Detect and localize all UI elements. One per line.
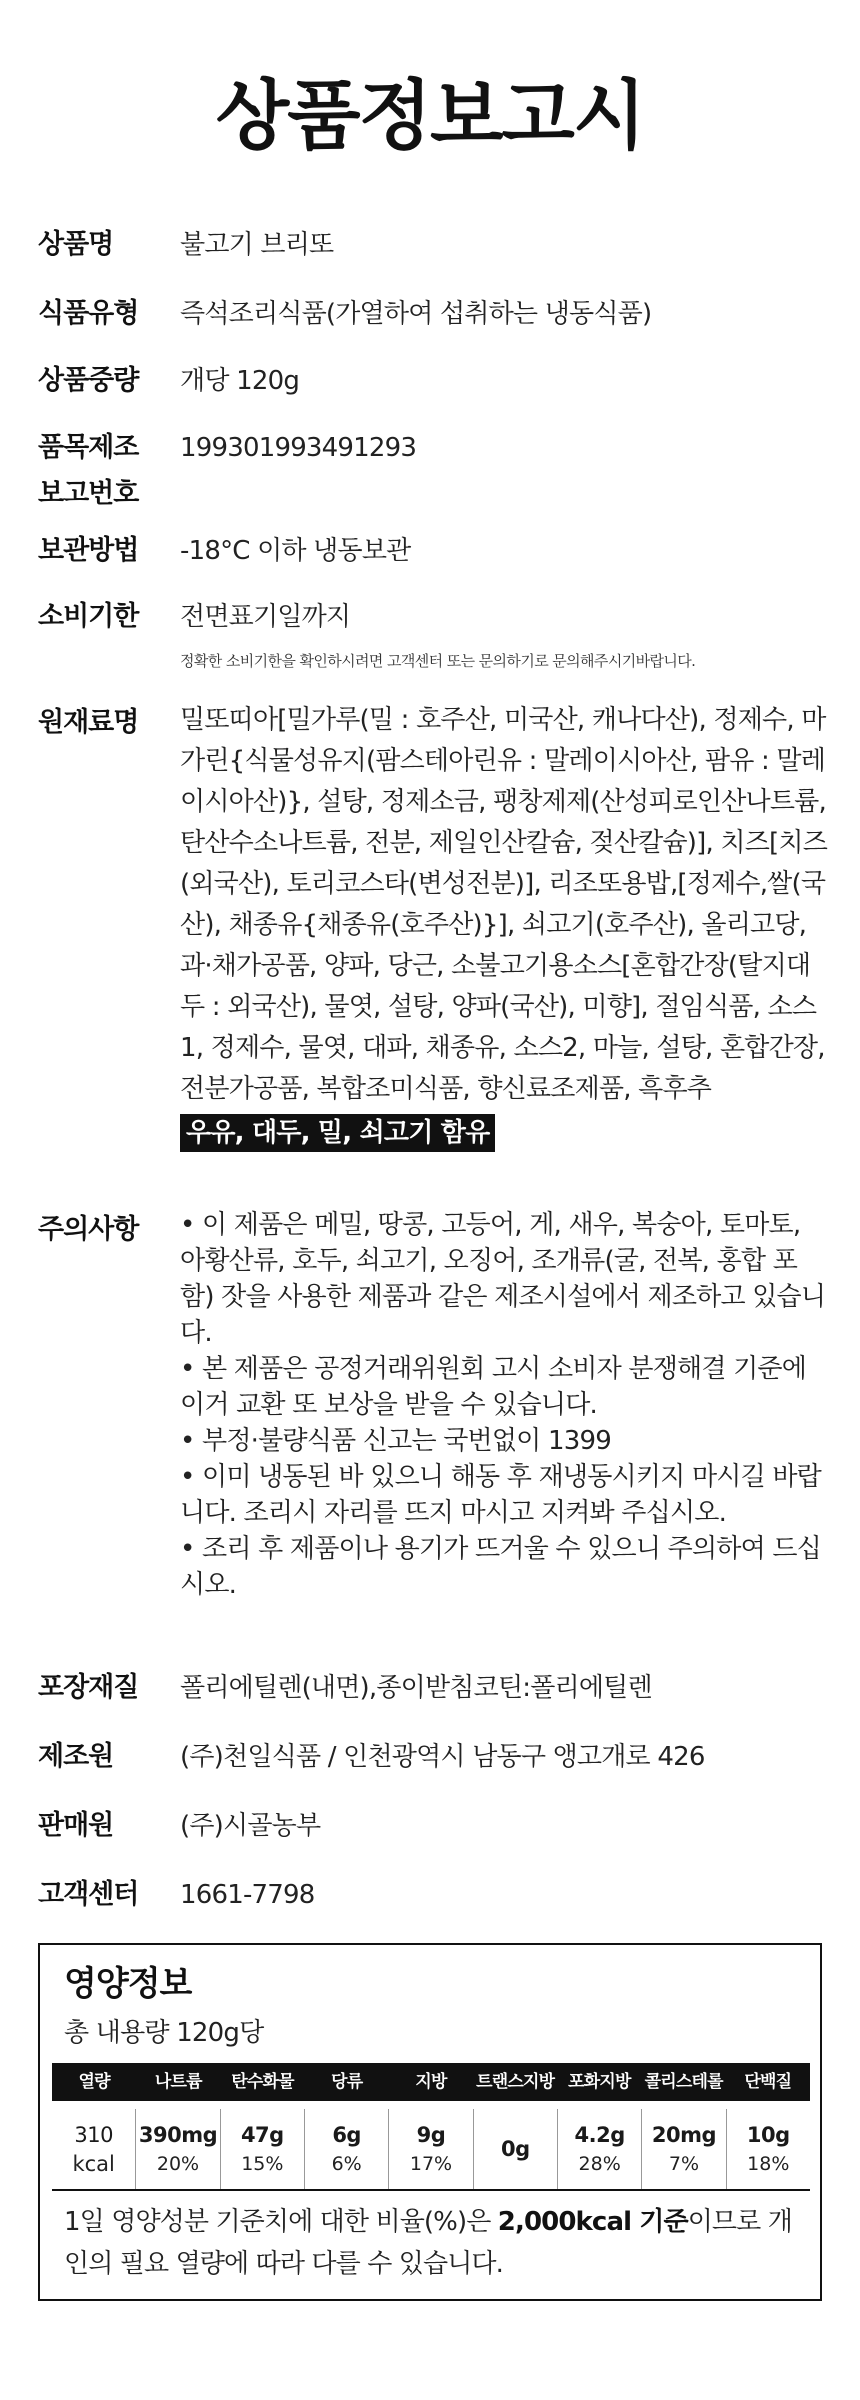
nutrition-footnote: [64, 2201, 804, 2285]
nutrition-values: [52, 2109, 810, 2191]
nutrient-cell-energy: [52, 2109, 135, 2189]
nutrient-name: 콜리스테롤: [644, 2072, 723, 2092]
page-title: 상품정보고시: [215, 71, 645, 160]
nutrient-percent: 7%: [668, 2153, 700, 2175]
caution-list: [180, 1207, 828, 1603]
expiry-note: 정확한 소비기한을 확인하시려면 고객센터 또는 문의하기로 문의해주시기바랍니다.: [180, 652, 696, 670]
expiry-value: [180, 594, 828, 676]
nutrient-amount: 6g: [332, 2123, 361, 2147]
nutrient-percent: 18%: [747, 2153, 790, 2175]
nutrient-percent: 6%: [331, 2153, 362, 2175]
nutrient-name: 열량: [78, 2072, 110, 2092]
packaging-value: 폴리에틸렌(내면),종이받침코틴:폴리에틸렌: [180, 1673, 652, 1703]
weight-value: 개당 120g: [180, 366, 300, 396]
storage-value: -18°C 이하 냉동보관: [180, 536, 411, 566]
caution-line: • 조리 후 제품이나 용기가 뜨거울 수 있으니 주의하여 드십시오.: [180, 1534, 821, 1600]
nutrient-name: 나트륨: [154, 2072, 202, 2092]
seller-value: (주)시골농부: [180, 1811, 321, 1841]
manufacturer-value: (주)천일식품 / 인천광역시 남동구 앵고개로 426: [180, 1742, 705, 1772]
nutrient-amount: 0g: [500, 2137, 530, 2161]
nutrition-box: [38, 1943, 822, 2301]
nutrient-amount: 310: [74, 2123, 113, 2147]
caution-line: • 이미 냉동된 바 있으니 해동 후 재냉동시키지 마시길 바랍니다. 조리시 자리를 뜨지 마시고 지켜봐 주십시오.: [180, 1462, 821, 1528]
nutrient-percent: 20%: [156, 2153, 200, 2175]
nutrient-name: 당류: [331, 2072, 363, 2092]
nutrient-unit: kcal: [72, 2152, 115, 2176]
ingredients-label: 원재료명: [38, 707, 139, 738]
nutrient-cell: [473, 2109, 557, 2189]
expiry-text: 전면표기일까지: [180, 602, 351, 632]
food-type-value: 즉석조리식품(가열하여 섭취하는 냉동식품): [180, 299, 652, 329]
manufacturer-label: 제조원: [38, 1741, 114, 1772]
cs-value: 1661-7798: [180, 1880, 315, 1910]
nutrient-name: 탄수화물: [231, 2072, 294, 2092]
ingredients-text: 밀또띠아[밀가루(밀 : 호주산, 미국산, 캐나다산), 정제수, 마가린{식물성유지(팜스테아린유 : 말레이시아산, 팜유 : 말레이시아산)}, 설탕, 정제소금, 팽창제제(산성피로인산나트륨, 탄산수소나트륨, 전분, 제일인산칼슘, 젖산칼슘)], 치즈[치즈(외국산), 토리코스타(변성전분)], 리조또용밥,[정제수,쌀(국산), 채종유{채종유(호주산)}], 쇠고기(호주산), 올리고당, 과·채가공품, 양파, 당근, 소불고기용소스[혼합간장(탈지대두 : 외국산), 물엿, 설탕, 양파(국산), 미향], 절임식품, 소스1, 정제수, 물엿, 대파, 채종유, 소스2, 마늘, 설탕, 혼합간장, 전분가공품, 복합조미식품, 향신료조제품, 흑후추: [180, 705, 828, 1104]
caution-line: • 부정·불량식품 신고는 국번없이 1399: [180, 1426, 611, 1456]
product-name-value: 불고기 브리또: [180, 230, 334, 260]
footnote-bold: 2,000kcal 기준: [497, 2207, 688, 2237]
nutrition-subtitle: 총 내용량 120g당: [64, 2018, 264, 2048]
footnote-post: 이므로 개인의 필요 열량에 따라 다를 수 있습니다.: [64, 2207, 792, 2279]
nutrient-cell: [641, 2109, 725, 2189]
packaging-label: 포장재질: [38, 1672, 139, 1703]
nutrient-name: 지방: [415, 2072, 447, 2092]
cs-label: 고객센터: [38, 1879, 139, 1910]
report-no-label: 품목제조 보고번호: [38, 432, 139, 509]
weight-label: 상품중량: [38, 365, 139, 396]
ingredients-value: [180, 700, 828, 1154]
nutrient-cell: [388, 2109, 472, 2189]
nutrition-title: 영양정보: [64, 1964, 192, 2004]
allergen-badge: 우유, 대두, 밀, 쇠고기 함유: [180, 1114, 495, 1152]
nutrient-name: 단백질: [744, 2072, 792, 2092]
nutrient-percent: 28%: [578, 2153, 621, 2175]
nutrient-amount: 47g: [240, 2123, 284, 2147]
nutrient-amount: 10g: [746, 2123, 790, 2147]
nutrient-amount: 390mg: [138, 2123, 218, 2147]
report-no-value: 199301993491293: [180, 433, 417, 463]
caution-line: • 이 제품은 메밀, 땅콩, 고등어, 게, 새우, 복숭아, 토마토, 아황산류, 호두, 쇠고기, 오징어, 조개류(굴, 전복, 홍합 포함) 잣을 사용한 제품과 같은 제조시설에서 제조하고 있습니다.: [180, 1210, 826, 1348]
nutrient-cell: [220, 2109, 304, 2189]
nutrient-percent: 15%: [241, 2153, 284, 2175]
nutrition-header: [52, 2063, 810, 2101]
expiry-label: 소비기한: [38, 601, 139, 632]
nutrient-cell: [135, 2109, 219, 2189]
storage-label: 보관방법: [38, 535, 139, 566]
nutrient-cell: [726, 2109, 810, 2189]
nutrient-cell: [557, 2109, 641, 2189]
food-type-label: 식품유형: [38, 298, 139, 329]
product-name-label: 상품명: [38, 229, 114, 260]
nutrient-amount: 20mg: [651, 2123, 717, 2147]
nutrient-percent: 17%: [409, 2153, 453, 2175]
nutrient-cell: [304, 2109, 388, 2189]
caution-line: • 본 제품은 공정거래위원회 고시 소비자 분쟁해결 기준에 이거 교환 또 보상을 받을 수 있습니다.: [180, 1354, 807, 1420]
nutrient-amount: 9g: [416, 2123, 446, 2147]
nutrient-name: 포화지방: [568, 2072, 631, 2092]
footnote-pre: 1일 영양성분 기준치에 대한 비율(%)은: [64, 2207, 498, 2237]
seller-label: 판매원: [38, 1810, 114, 1841]
caution-label: 주의사항: [38, 1214, 139, 1245]
nutrient-name: 트랜스지방: [476, 2072, 555, 2092]
nutrient-amount: 4.2g: [574, 2123, 625, 2147]
